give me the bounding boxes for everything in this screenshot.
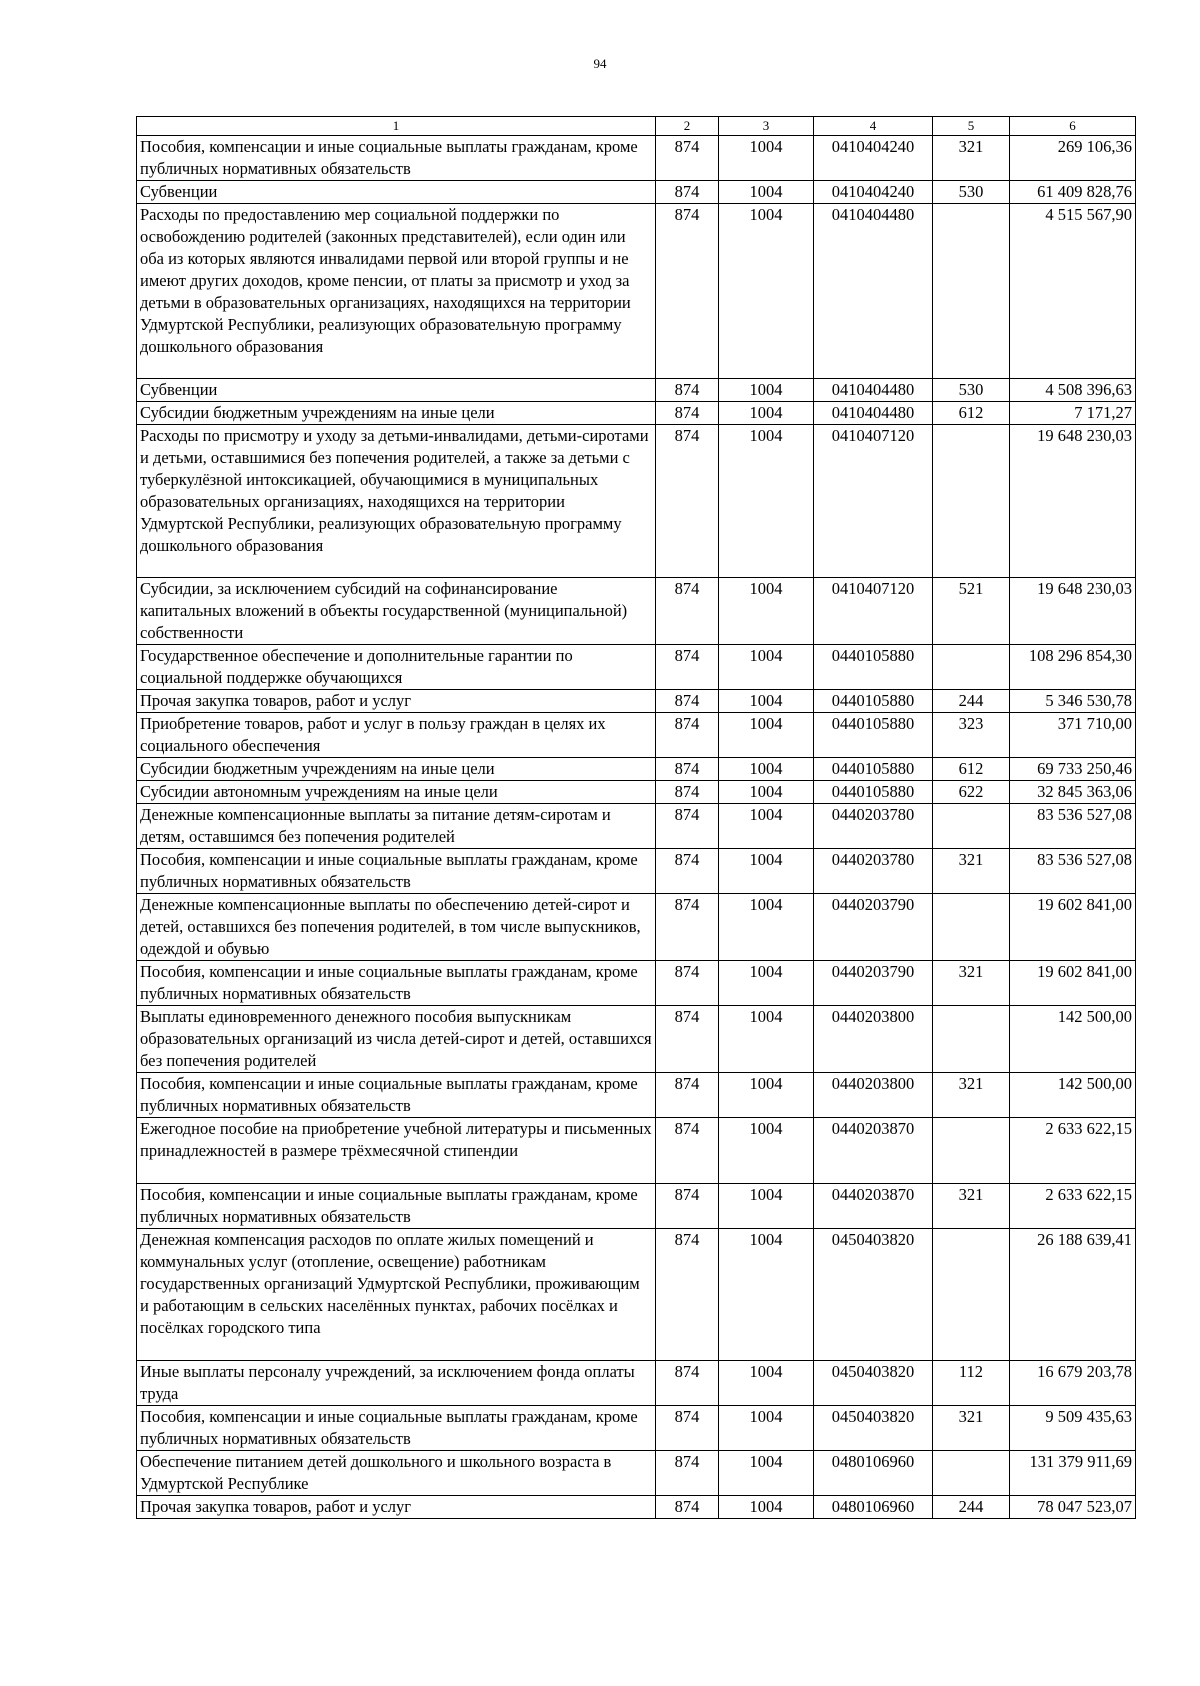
- row-ved: 874: [656, 425, 719, 578]
- row-csr: 0440105880: [814, 713, 933, 758]
- row-csr: 0410404240: [814, 181, 933, 204]
- row-csr: 0440203870: [814, 1118, 933, 1184]
- table-row: [137, 402, 1136, 425]
- row-sum: 142 500,00: [1010, 1073, 1136, 1118]
- table-row: [137, 713, 1136, 758]
- row-csr: 0440105880: [814, 781, 933, 804]
- row-name: Прочая закупка товаров, работ и услуг: [137, 1496, 656, 1519]
- table-row: [137, 961, 1136, 1006]
- row-rzpr: 1004: [719, 1006, 814, 1073]
- row-csr: 0410404480: [814, 402, 933, 425]
- row-vr: [933, 804, 1010, 849]
- row-name: Денежные компенсационные выплаты по обеспечению детей-сирот и детей, оставшихся без попечения родителей, в том числе выпускников, одеждой и обувью: [137, 894, 656, 961]
- row-vr: [933, 1118, 1010, 1184]
- row-vr: 244: [933, 1496, 1010, 1519]
- row-vr: 530: [933, 181, 1010, 204]
- row-rzpr: 1004: [719, 645, 814, 690]
- row-sum: 2 633 622,15: [1010, 1118, 1136, 1184]
- row-sum: 32 845 363,06: [1010, 781, 1136, 804]
- row-csr: 0410407120: [814, 578, 933, 645]
- table-row: [137, 1006, 1136, 1073]
- row-csr: 0450403820: [814, 1229, 933, 1361]
- row-vr: 530: [933, 379, 1010, 402]
- row-name: Пособия, компенсации и иные социальные выплаты гражданам, кроме публичных нормативных обязательств: [137, 136, 656, 181]
- row-ved: 874: [656, 1361, 719, 1406]
- table-row: [137, 1118, 1136, 1184]
- table-row: [137, 181, 1136, 204]
- row-rzpr: 1004: [719, 781, 814, 804]
- row-ved: 874: [656, 181, 719, 204]
- row-csr: 0440203790: [814, 894, 933, 961]
- table-row: [137, 204, 1136, 379]
- table-row: [137, 379, 1136, 402]
- row-csr: 0450403820: [814, 1406, 933, 1451]
- row-name: Субсидии бюджетным учреждениям на иные цели: [137, 758, 656, 781]
- row-csr: 0480106960: [814, 1451, 933, 1496]
- row-name: Субвенции: [137, 379, 656, 402]
- row-name: Обеспечение питанием детей дошкольного и школьного возраста в Удмуртской Республике: [137, 1451, 656, 1496]
- row-sum: 2 633 622,15: [1010, 1184, 1136, 1229]
- row-rzpr: 1004: [719, 379, 814, 402]
- table-row: [137, 849, 1136, 894]
- row-name: Субсидии автономным учреждениям на иные цели: [137, 781, 656, 804]
- row-csr: 0440203870: [814, 1184, 933, 1229]
- row-name: Субсидии, за исключением субсидий на софинансирование капитальных вложений в объекты государственной (муниципальной) собственности: [137, 578, 656, 645]
- row-rzpr: 1004: [719, 1361, 814, 1406]
- table-row: [137, 1496, 1136, 1519]
- row-csr: 0480106960: [814, 1496, 933, 1519]
- row-name: Государственное обеспечение и дополнительные гарантии по социальной поддержке обучающихся: [137, 645, 656, 690]
- row-name: Субсидии бюджетным учреждениям на иные цели: [137, 402, 656, 425]
- row-name: Расходы по предоставлению мер социальной поддержки по освобождению родителей (законных представителей), если один или оба из которых являются инвалидами первой или второй группы и не имеют других доходов, кроме пенсии, от платы за присмотр и уход за детьми в образовательных организациях, находящихся на территории Удмуртской Республики, реализующих образовательную программу дошкольного образования: [137, 204, 656, 379]
- table-row: [137, 1229, 1136, 1361]
- table-header-row: [137, 117, 1136, 136]
- row-rzpr: 1004: [719, 849, 814, 894]
- table-body: [137, 136, 1136, 1519]
- page-number: 94: [593, 56, 607, 71]
- row-ved: 874: [656, 713, 719, 758]
- row-rzpr: 1004: [719, 1118, 814, 1184]
- row-ved: 874: [656, 402, 719, 425]
- row-ved: 874: [656, 1073, 719, 1118]
- row-csr: 0440203800: [814, 1006, 933, 1073]
- row-csr: 0440105880: [814, 645, 933, 690]
- column-header: 2: [656, 117, 719, 136]
- column-header: 6: [1010, 117, 1136, 136]
- row-sum: 16 679 203,78: [1010, 1361, 1136, 1406]
- row-name: Ежегодное пособие на приобретение учебной литературы и письменных принадлежностей в размере трёхмесячной стипендии: [137, 1118, 656, 1184]
- column-header: 1: [137, 117, 656, 136]
- row-sum: 7 171,27: [1010, 402, 1136, 425]
- row-ved: 874: [656, 781, 719, 804]
- row-vr: 321: [933, 1406, 1010, 1451]
- row-ved: 874: [656, 961, 719, 1006]
- row-sum: 142 500,00: [1010, 1006, 1136, 1073]
- row-rzpr: 1004: [719, 204, 814, 379]
- row-ved: 874: [656, 1184, 719, 1229]
- row-sum: 83 536 527,08: [1010, 804, 1136, 849]
- row-sum: 26 188 639,41: [1010, 1229, 1136, 1361]
- row-rzpr: 1004: [719, 961, 814, 1006]
- row-vr: [933, 425, 1010, 578]
- row-sum: 19 602 841,00: [1010, 961, 1136, 1006]
- row-vr: 321: [933, 849, 1010, 894]
- row-rzpr: 1004: [719, 804, 814, 849]
- row-sum: 269 106,36: [1010, 136, 1136, 181]
- row-vr: [933, 894, 1010, 961]
- table-row: [137, 781, 1136, 804]
- row-ved: 874: [656, 849, 719, 894]
- row-ved: 874: [656, 578, 719, 645]
- row-name: Пособия, компенсации и иные социальные выплаты гражданам, кроме публичных нормативных обязательств: [137, 961, 656, 1006]
- table-row: [137, 425, 1136, 578]
- row-vr: 321: [933, 1073, 1010, 1118]
- row-vr: 244: [933, 690, 1010, 713]
- row-name: Расходы по присмотру и уходу за детьми-инвалидами, детьми-сиротами и детьми, оставшимися без попечения родителей, а также за детьми с туберкулёзной интоксикацией, обучающимися в муниципальных образовательных организациях, находящихся на территории Удмуртской Республики, реализующих образовательную программу дошкольного образования: [137, 425, 656, 578]
- row-sum: 19 648 230,03: [1010, 425, 1136, 578]
- row-sum: 108 296 854,30: [1010, 645, 1136, 690]
- row-vr: [933, 204, 1010, 379]
- row-name: Денежные компенсационные выплаты за питание детям-сиротам и детям, оставшимся без попечения родителей: [137, 804, 656, 849]
- row-name: Пособия, компенсации и иные социальные выплаты гражданам, кроме публичных нормативных обязательств: [137, 1406, 656, 1451]
- table-row: [137, 645, 1136, 690]
- budget-table: [136, 116, 1136, 1519]
- row-name: Выплаты единовременного денежного пособия выпускникам образовательных организаций из числа детей-сирот и детей, оставшихся без попечения родителей: [137, 1006, 656, 1073]
- row-rzpr: 1004: [719, 1073, 814, 1118]
- row-sum: 19 648 230,03: [1010, 578, 1136, 645]
- row-vr: 321: [933, 961, 1010, 1006]
- table-row: [137, 758, 1136, 781]
- row-name: Пособия, компенсации и иные социальные выплаты гражданам, кроме публичных нормативных обязательств: [137, 849, 656, 894]
- row-sum: 83 536 527,08: [1010, 849, 1136, 894]
- row-rzpr: 1004: [719, 894, 814, 961]
- table-row: [137, 578, 1136, 645]
- row-ved: 874: [656, 1496, 719, 1519]
- row-vr: 321: [933, 1184, 1010, 1229]
- row-ved: 874: [656, 379, 719, 402]
- row-vr: 521: [933, 578, 1010, 645]
- row-name: Приобретение товаров, работ и услуг в пользу граждан в целях их социального обеспечения: [137, 713, 656, 758]
- row-rzpr: 1004: [719, 1229, 814, 1361]
- row-sum: 9 509 435,63: [1010, 1406, 1136, 1451]
- row-ved: 874: [656, 1451, 719, 1496]
- row-ved: 874: [656, 645, 719, 690]
- row-sum: 371 710,00: [1010, 713, 1136, 758]
- row-vr: 321: [933, 136, 1010, 181]
- row-vr: [933, 1229, 1010, 1361]
- row-csr: 0410404480: [814, 379, 933, 402]
- row-name: Денежная компенсация расходов по оплате жилых помещений и коммунальных услуг (отопление, освещение) работникам государственных организаций Удмуртской Республики, проживающим и работающим в сельских населённых пунктах, рабочих посёлках и посёлках городского типа: [137, 1229, 656, 1361]
- row-rzpr: 1004: [719, 578, 814, 645]
- row-rzpr: 1004: [719, 136, 814, 181]
- table-row: [137, 1451, 1136, 1496]
- row-vr: 612: [933, 758, 1010, 781]
- row-ved: 874: [656, 204, 719, 379]
- row-ved: 874: [656, 1229, 719, 1361]
- row-name: Прочая закупка товаров, работ и услуг: [137, 690, 656, 713]
- row-vr: 612: [933, 402, 1010, 425]
- row-sum: 61 409 828,76: [1010, 181, 1136, 204]
- row-sum: 5 346 530,78: [1010, 690, 1136, 713]
- table-row: [137, 690, 1136, 713]
- row-csr: 0410404240: [814, 136, 933, 181]
- row-vr: 112: [933, 1361, 1010, 1406]
- row-ved: 874: [656, 690, 719, 713]
- table-row: [137, 1406, 1136, 1451]
- row-sum: 131 379 911,69: [1010, 1451, 1136, 1496]
- row-rzpr: 1004: [719, 713, 814, 758]
- row-sum: 78 047 523,07: [1010, 1496, 1136, 1519]
- row-rzpr: 1004: [719, 181, 814, 204]
- row-vr: 622: [933, 781, 1010, 804]
- table-row: [137, 804, 1136, 849]
- row-vr: 323: [933, 713, 1010, 758]
- row-rzpr: 1004: [719, 1496, 814, 1519]
- table-row: [137, 1361, 1136, 1406]
- row-csr: 0440203800: [814, 1073, 933, 1118]
- row-ved: 874: [656, 1006, 719, 1073]
- row-ved: 874: [656, 1118, 719, 1184]
- row-ved: 874: [656, 1406, 719, 1451]
- column-header: 5: [933, 117, 1010, 136]
- row-csr: 0440203790: [814, 961, 933, 1006]
- row-ved: 874: [656, 894, 719, 961]
- row-csr: 0440203780: [814, 849, 933, 894]
- column-header: 3: [719, 117, 814, 136]
- row-rzpr: 1004: [719, 1406, 814, 1451]
- row-name: Пособия, компенсации и иные социальные выплаты гражданам, кроме публичных нормативных обязательств: [137, 1073, 656, 1118]
- row-vr: [933, 1451, 1010, 1496]
- row-csr: 0410404480: [814, 204, 933, 379]
- row-rzpr: 1004: [719, 758, 814, 781]
- row-vr: [933, 645, 1010, 690]
- table-row: [137, 136, 1136, 181]
- row-csr: 0440203780: [814, 804, 933, 849]
- row-csr: 0440105880: [814, 690, 933, 713]
- row-sum: 69 733 250,46: [1010, 758, 1136, 781]
- row-rzpr: 1004: [719, 425, 814, 578]
- row-rzpr: 1004: [719, 1451, 814, 1496]
- row-rzpr: 1004: [719, 1184, 814, 1229]
- row-csr: 0440105880: [814, 758, 933, 781]
- row-sum: 19 602 841,00: [1010, 894, 1136, 961]
- row-sum: 4 515 567,90: [1010, 204, 1136, 379]
- row-sum: 4 508 396,63: [1010, 379, 1136, 402]
- row-vr: [933, 1006, 1010, 1073]
- row-ved: 874: [656, 804, 719, 849]
- row-ved: 874: [656, 758, 719, 781]
- table-row: [137, 1184, 1136, 1229]
- row-rzpr: 1004: [719, 402, 814, 425]
- row-name: Пособия, компенсации и иные социальные выплаты гражданам, кроме публичных нормативных обязательств: [137, 1184, 656, 1229]
- row-csr: 0410407120: [814, 425, 933, 578]
- table-row: [137, 894, 1136, 961]
- row-name: Иные выплаты персоналу учреждений, за исключением фонда оплаты труда: [137, 1361, 656, 1406]
- row-ved: 874: [656, 136, 719, 181]
- row-rzpr: 1004: [719, 690, 814, 713]
- table-row: [137, 1073, 1136, 1118]
- row-name: Субвенции: [137, 181, 656, 204]
- row-csr: 0450403820: [814, 1361, 933, 1406]
- column-header: 4: [814, 117, 933, 136]
